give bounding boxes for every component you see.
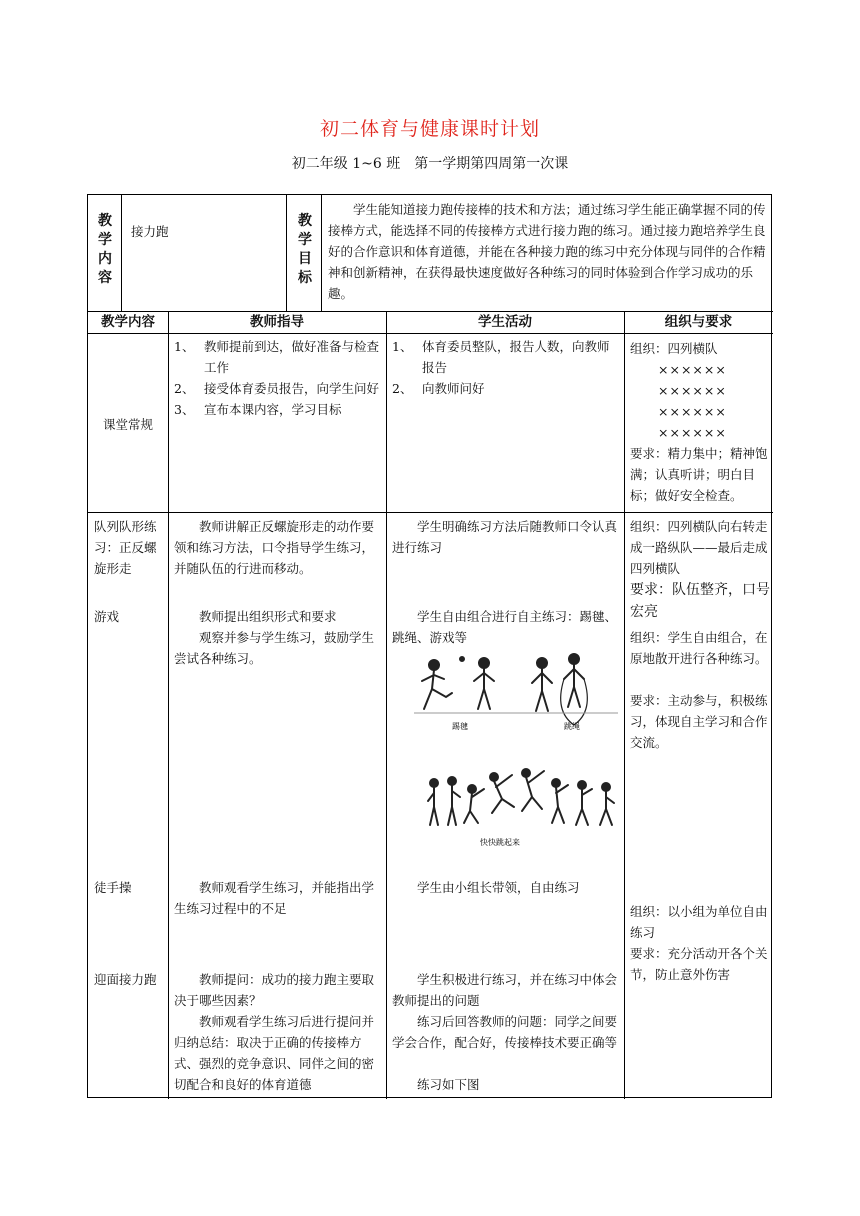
lesson-plan-table — [87, 194, 772, 1098]
routine-teacher — [174, 336, 382, 420]
goal-label: 教 学 目 标 — [298, 213, 312, 286]
jumping-sequence-illustration — [422, 767, 618, 851]
teacher-game-a: 教师提出组织形式和要求 — [199, 609, 337, 624]
routine-student — [392, 336, 618, 399]
org-exercise-req: 要求：充分活动开各个关节，防止意外伤害 — [630, 946, 768, 982]
org-title: 组织：四列横队 — [630, 341, 718, 356]
student-relay-b: 练习后回答教师的问题：同学之间要学会合作，配合好，传接棒技术要正确等 — [392, 1014, 618, 1050]
col-divider — [286, 195, 287, 311]
label-game: 游戏 — [94, 609, 120, 624]
header-content: 教学内容 — [101, 314, 155, 330]
routine-label: 课堂常规 — [102, 417, 153, 432]
student-relay-a: 学生积极进行练习，并在练习中体会教师提出的问题 — [392, 972, 618, 1008]
page-title: 初二体育与健康课时计划 — [319, 118, 540, 140]
list-item: 2、 接受体育委员报告，向学生问好 — [174, 381, 380, 396]
header-teacher: 教师指导 — [250, 314, 304, 330]
list-item: 3、 宣布本课内容，学习目标 — [174, 402, 342, 417]
goal-text: 学生能知道接力跑传接棒的技术和方法；通过练习学生能正确掌握不同的传接棒方式，能选择不同的传接棒方式进行接力跑的练习。通过接力跑培养学生良好的合作意识和体育道德，并能在各种接力跑的练习中充分体现与同伴的合作精神和创新精神，在获得最快速度做好各种练习的同时体验到合作学习成功的乐趣。 — [328, 202, 766, 301]
page-subtitle: 初二年级 1~6 班 第一学期第四周第一次课 — [291, 156, 569, 172]
label-relay: 迎面接力跑 — [94, 972, 157, 987]
teacher-relay-b: 教师观看学生练习后进行提问并归纳总结：取决于正确的传接棒方式、强烈的竞争意识、同伴之间的密切配合和良好的体育道德 — [174, 1014, 375, 1092]
col-divider — [121, 195, 122, 311]
formation-row: ×××××× — [658, 404, 727, 419]
teacher-relay-a: 教师提问：成功的接力跑主要取决于哪些因素？ — [174, 972, 375, 1008]
row-divider — [88, 512, 773, 513]
student-drill: 学生明确练习方法后随教师口令认真进行练习 — [392, 519, 618, 555]
col-divider — [168, 311, 169, 1099]
list-item: 1、 体育委员整队，报告人数，向教师报告 — [392, 339, 610, 375]
formation-row: ×××××× — [658, 362, 727, 377]
list-item: 1、 教师提前到达，做好准备与检查工作 — [174, 339, 380, 375]
pic-caption-1: 踢毽 — [452, 722, 468, 731]
kick-shuttlecock-jump-rope-illustration — [414, 651, 618, 735]
pic-caption-2: 跳绳 — [564, 722, 580, 731]
content-label: 教 学 内 容 — [98, 213, 112, 286]
pic-caption-3: 快快跳起来 — [480, 838, 520, 847]
org-drill-req: 要求：队伍整齐，口号宏亮 — [630, 582, 770, 620]
col-divider — [321, 195, 322, 311]
teacher-drill: 教师讲解正反螺旋形走的动作要领和练习方法，口令指导学生练习，并随队伍的行进而移动。 — [174, 519, 375, 576]
student-exercise: 学生由小组长带领，自由练习 — [417, 880, 580, 895]
header-org: 组织与要求 — [664, 314, 733, 330]
org-exercise: 组织：以小组为单位自由练习 — [630, 904, 768, 940]
teacher-game-b: 观察并参与学生练习，鼓励学生尝试各种练习。 — [174, 630, 375, 666]
header-student: 学生活动 — [478, 314, 532, 330]
org-drill: 组织：四列横队向右转走成一路纵队——最后走成四列横队 — [630, 519, 768, 576]
student-game: 学生自由组合进行自主练习：踢毽、跳绳、游戏等 — [392, 609, 618, 645]
formation-row: ×××××× — [658, 383, 727, 398]
org-requirement: 要求：精力集中；精神饱满；认真听讲；明白目标；做好安全检查。 — [630, 446, 768, 503]
routine-org — [630, 338, 768, 506]
label-exercise: 徒手操 — [94, 880, 132, 895]
col-divider — [624, 311, 625, 1099]
content-value: 接力跑 — [131, 224, 169, 239]
col-divider — [386, 311, 387, 1099]
org-game-req: 要求：主动参与，积极练习，体现自主学习和合作交流。 — [630, 693, 768, 750]
label-drill: 队列队形练习：正反螺旋形走 — [94, 519, 157, 576]
row-divider — [88, 333, 773, 334]
student-relay-c: 练习如下图 — [417, 1077, 480, 1092]
org-game: 组织：学生自由组合，在原地散开进行各种练习。 — [630, 630, 768, 666]
formation-row: ×××××× — [658, 425, 727, 440]
teacher-exercise: 教师观看学生练习，并能指出学生练习过程中的不足 — [174, 880, 375, 916]
list-item: 2、 向教师问好 — [392, 381, 485, 396]
